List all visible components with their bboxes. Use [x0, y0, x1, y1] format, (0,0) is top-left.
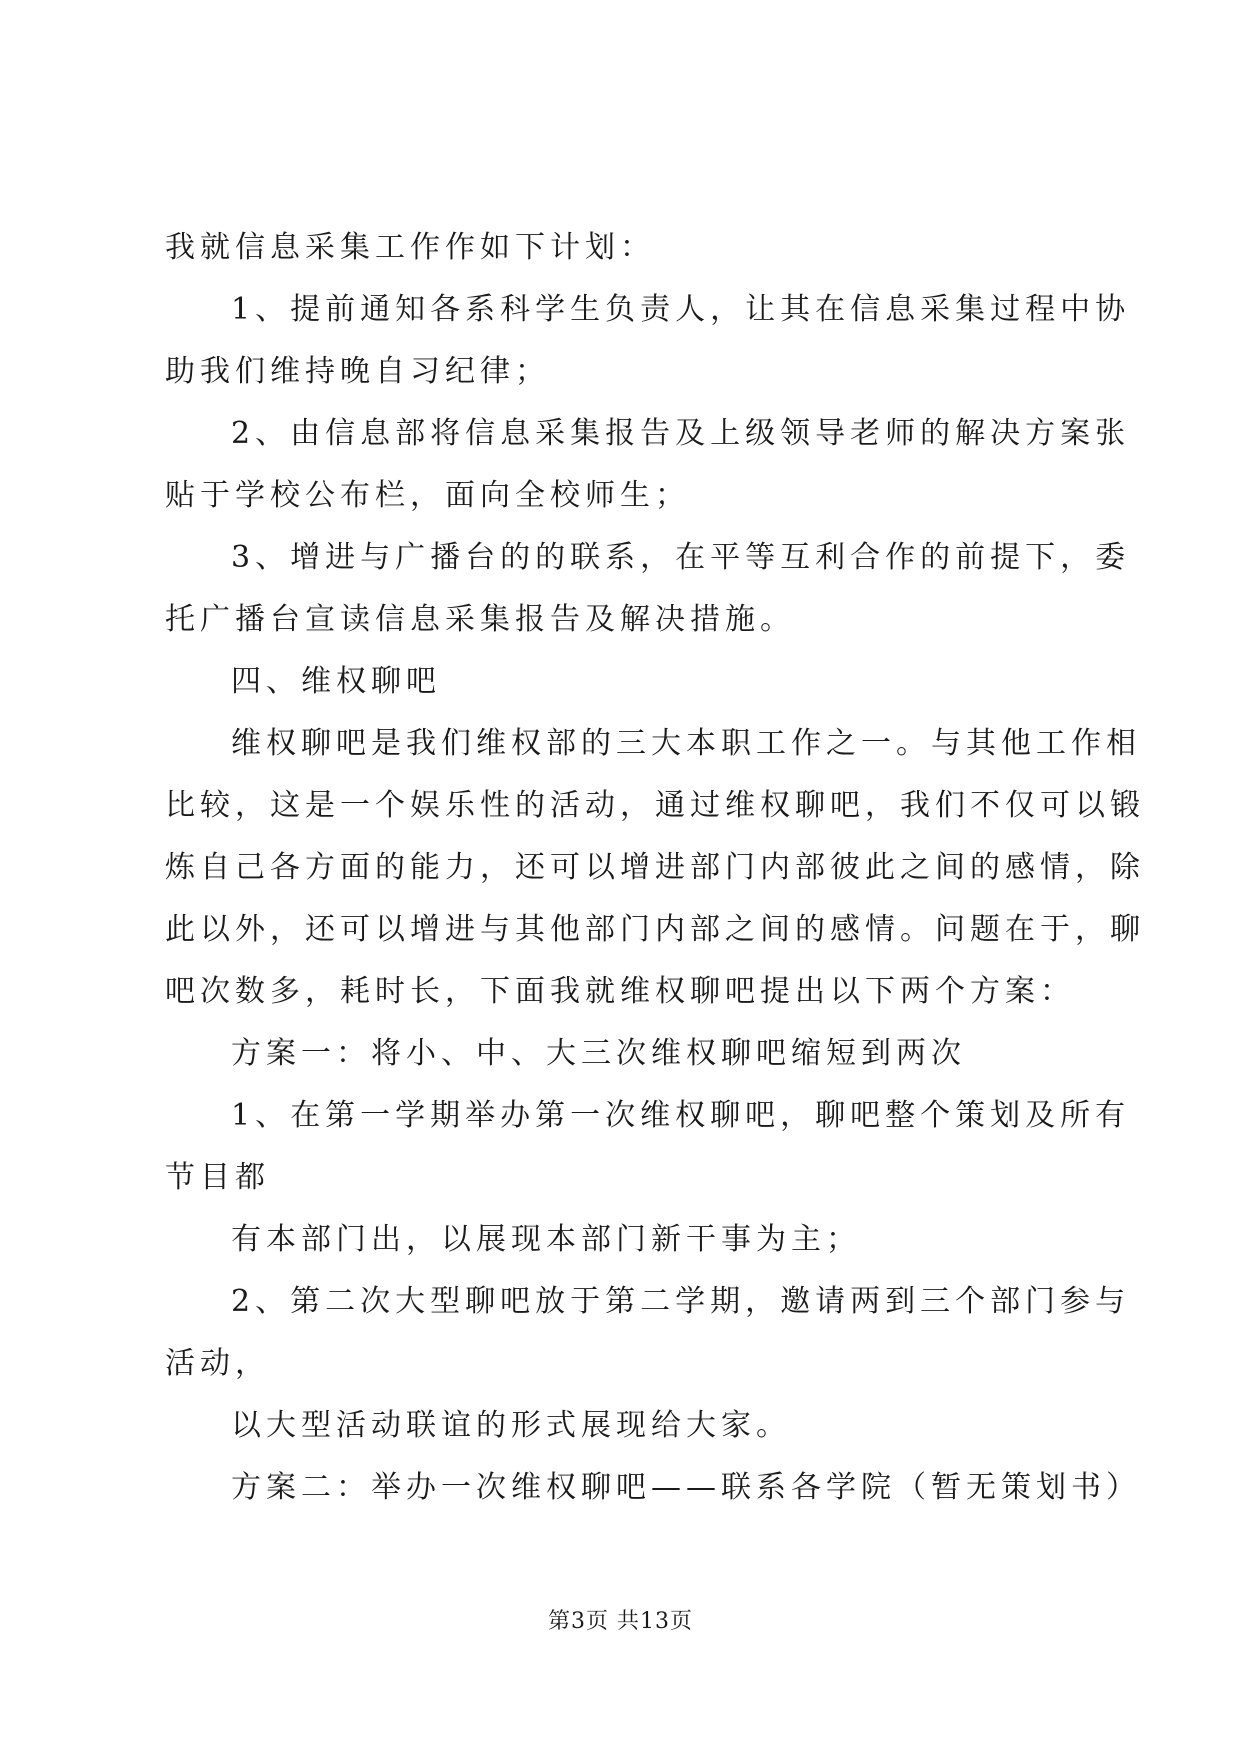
text-line: 我就信息采集工作作如下计划：	[165, 230, 655, 265]
text-line: 有本部门出，以展现本部门新干事为主；	[231, 1222, 861, 1257]
text-line: 1、在第一学期举办第一次维权聊吧，聊吧整个策划及所有	[231, 1098, 1131, 1133]
text-line: 活动，	[165, 1346, 270, 1381]
text-line: 节目都	[165, 1160, 270, 1195]
text-line: 此以外，还可以增进与其他部门内部之间的感情。问题在于，聊	[165, 912, 1145, 947]
text-line: 3、增进与广播台的的联系，在平等互利合作的前提下，委	[231, 540, 1131, 575]
text-line: 方案一：将小、中、大三次维权聊吧缩短到两次	[231, 1036, 966, 1071]
text-line: 以大型活动联谊的形式展现给大家。	[231, 1408, 791, 1443]
text-line: 维权聊吧是我们维权部的三大本职工作之一。与其他工作相	[231, 726, 1141, 761]
page-number-footer: 第3页 共13页	[548, 1609, 693, 1634]
text-line: 贴于学校公布栏，面向全校师生；	[165, 478, 690, 513]
text-line: 比较，这是一个娱乐性的活动，通过维权聊吧，我们不仅可以锻	[165, 788, 1145, 823]
text-line: 1、提前通知各系科学生负责人，让其在信息采集过程中协	[231, 292, 1131, 327]
text-line: 助我们维持晚自习纪律；	[165, 354, 550, 389]
text-line: 2、由信息部将信息采集报告及上级领导老师的解决方案张	[231, 416, 1131, 451]
body-text	[165, 228, 1145, 1530]
text-line: 方案二：举办一次维权聊吧——联系各学院（暂无策划书）	[231, 1470, 1141, 1505]
text-line: 2、第二次大型聊吧放于第二学期，邀请两到三个部门参与	[231, 1284, 1131, 1319]
section-heading: 四、维权聊吧	[231, 664, 441, 699]
text-line: 托广播台宣读信息采集报告及解决措施。	[165, 602, 795, 637]
text-line: 炼自己各方面的能力，还可以增进部门内部彼此之间的感情，除	[165, 850, 1145, 885]
text-line: 吧次数多，耗时长，下面我就维权聊吧提出以下两个方案：	[165, 974, 1075, 1009]
